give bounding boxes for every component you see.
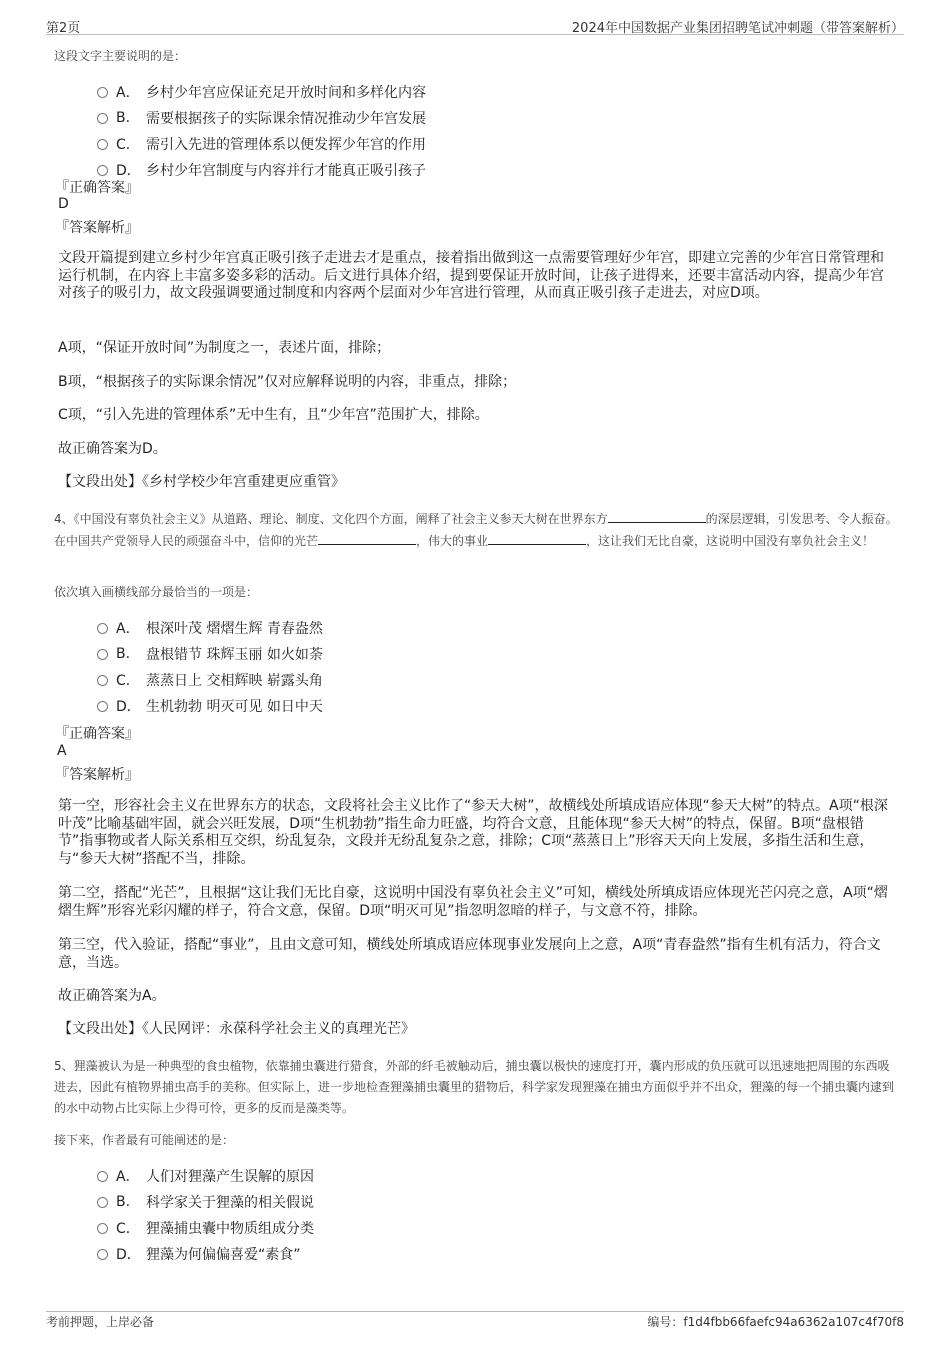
q3-answer-label: 『正确答案』 <box>55 180 139 196</box>
q5-stem: 5、狸藻被认为是一种典型的食虫植物，依靠捕虫囊进行猎食，外部的纤毛被触动后，捕虫囊以极快的速度打开，囊内形成的负压就可以迅速地把周围的东西吸进去，因此有植物界捕虫高手的美称。但实际上，进一步地检查狸藻捕虫囊里的猎物后，科学家发现狸藻在捕虫方面似乎并不出众，狸藻的每一个捕虫囊内逮到的水中动物占比实际上少得可怜，更多的反而是藻类等。 <box>54 1059 895 1115</box>
document-title: 2024年中国数据产业集团招聘笔试冲刺题（带答案解析） <box>571 21 904 36</box>
footer-slogan: 考前押题，上岸必备 <box>46 1315 155 1329</box>
radio-icon[interactable] <box>97 1171 108 1182</box>
q4-option-c[interactable]: C． 蒸蒸日上 交相辉映 崭露头角 <box>97 670 323 690</box>
q3-analysis-para: 文段开篇提到建立乡村少年宫真正吸引孩子走进去才是重点，接着指出做到这一点需要管理好少年宫，即建立完善的少年宫日常管理和运行机制，在内容上丰富多姿多彩的活动。后文进行具体介绍，提到要保证开放时间，让孩子进得来，还要丰富活动内容，提高少年宫对孩子的吸引力，故文段强调要通过制度和内容两个层面对少年宫进行管理，从而真正吸引孩子走进去，对应D项。 <box>58 250 884 301</box>
radio-icon[interactable] <box>97 113 108 124</box>
q3-option-c[interactable]: C． 需引入先进的管理体系以便发挥少年宫的作用 <box>97 134 426 154</box>
radio-icon[interactable] <box>97 139 108 150</box>
q3-option-d[interactable]: D． 乡村少年宫制度与内容并行才能真正吸引孩子 <box>97 160 426 180</box>
q4-option-b[interactable]: B. 盘根错节 珠辉玉丽 如火如荼 <box>97 644 323 664</box>
radio-icon[interactable] <box>97 165 108 176</box>
q4-analysis-para: 故正确答案为A。 <box>58 988 166 1004</box>
header-divider <box>46 34 904 35</box>
radio-icon[interactable] <box>97 701 108 712</box>
q4-stem: 4、《中国没有辜负社会主义》从道路、理论、制度、文化四个方面，阐释了社会主义参天大树在世界东方 的深层逻辑，引发思考、令人振奋。在中国共产党领导人民的顽强奋斗中，信仰的光芒 ，伟大的事业 ，这让我们无比自豪，这说明中国没有辜负社会主义！ <box>54 508 900 552</box>
radio-icon[interactable] <box>97 675 108 686</box>
q4-analysis-para: 第二空，搭配“光芒”，且根据“这让我们无比自豪，这说明中国没有辜负社会主义”可知，横线处所填成语应体现光芒闪亮之意，A项“熠熠生辉”形容光彩闪耀的样子，符合文意，保留。D项“明灭可见”指忽明忽暗的样子，与文意不符，排除。 <box>58 885 888 919</box>
q3-source: 【文段出处】《乡村学校少年宫重建更应重管》 <box>58 474 345 490</box>
q3-analysis-para: C项，“引入先进的管理体系”无中生有，且“少年宫”范围扩大，排除。 <box>58 407 489 423</box>
radio-icon[interactable] <box>97 1249 108 1260</box>
q3-analysis-label: 『答案解析』 <box>55 220 139 236</box>
q5-option-c[interactable]: C． 狸藻捕虫囊中物质组成分类 <box>97 1218 314 1238</box>
q4-prompt: 依次填入画横线部分最恰当的一项是： <box>54 585 259 599</box>
page-number: 第2页 <box>46 21 81 36</box>
q3-analysis-para: B项，“根据孩子的实际课余情况”仅对应解释说明的内容，非重点，排除； <box>58 374 517 390</box>
q5-option-b[interactable]: B. 科学家关于狸藻的相关假说 <box>97 1192 314 1212</box>
q4-option-d[interactable]: D． 生机勃勃 明灭可见 如日中天 <box>97 696 323 716</box>
q4-source: 【文段出处】《人民网评：永葆科学社会主义的真理光芒》 <box>58 1021 415 1037</box>
q5-option-a[interactable]: A． 人们对狸藻产生误解的原因 <box>97 1166 314 1186</box>
q5-prompt: 接下来，作者最有可能阐述的是： <box>54 1133 235 1147</box>
radio-icon[interactable] <box>97 623 108 634</box>
q4-option-a[interactable]: A． 根深叶茂 熠熠生辉 青春盎然 <box>97 618 323 638</box>
q3-answer: D <box>58 196 69 212</box>
footer-divider <box>46 1311 904 1312</box>
radio-icon[interactable] <box>97 1197 108 1208</box>
q3-prompt: 这段文字主要说明的是： <box>54 49 187 63</box>
document-id: 编号：f1d4fbb66faefc94a6362a107c4f70f8 <box>647 1315 904 1329</box>
q4-analysis-para: 第三空，代入验证，搭配“事业”，且由文意可知，横线处所填成语应体现事业发展向上之意，A项“青春盎然”指有生机有活力，符合文意，当选。 <box>58 937 881 971</box>
radio-icon[interactable] <box>97 87 108 98</box>
q3-option-a[interactable]: A． 乡村少年宫应保证充足开放时间和多样化内容 <box>97 82 426 102</box>
q3-analysis-para: A项，“保证开放时间”为制度之一，表述片面，排除； <box>58 340 391 356</box>
q4-analysis-para: 第一空，形容社会主义在世界东方的状态，文段将社会主义比作了“参天大树”，故横线处所填成语应体现“参天大树”的特点。A项“根深叶茂”比喻基础牢固，就会兴旺发展，D项“生机勃勃”指生命力旺盛，均符合文意，且能体现“参天大树”的特点，保留。B项“盘根错节”指事物或者人际关系相互交织，纷乱复杂，文段并无纷乱复杂之意，排除；C项“蒸蒸日上”形容天天向上发展，多指生活和生意，与“参天大树”搭配不当，排除。 <box>58 798 888 867</box>
fill-blank <box>608 508 706 523</box>
radio-icon[interactable] <box>97 649 108 660</box>
radio-icon[interactable] <box>97 1223 108 1234</box>
q4-answer-label: 『正确答案』 <box>55 726 139 742</box>
fill-blank <box>318 530 416 545</box>
q3-option-b[interactable]: B. 需要根据孩子的实际课余情况推动少年宫发展 <box>97 108 426 128</box>
q4-analysis-label: 『答案解析』 <box>55 767 139 783</box>
q4-answer: A <box>57 743 67 759</box>
fill-blank <box>488 530 586 545</box>
q5-option-d[interactable]: D． 狸藻为何偏偏喜爱“素食” <box>97 1244 301 1264</box>
q3-analysis-para: 故正确答案为D。 <box>58 441 167 457</box>
